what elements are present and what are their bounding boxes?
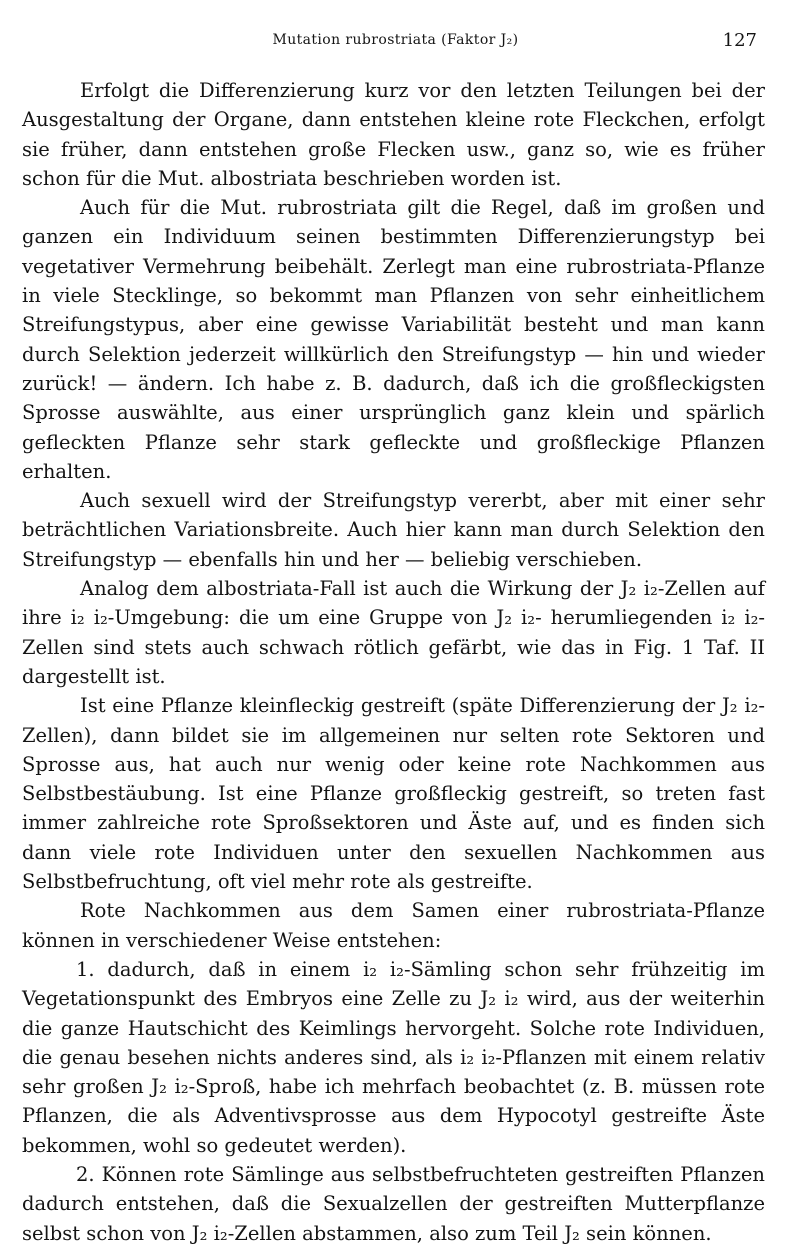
paragraph: Auch für die Mut. rubrostriata gilt die Regel, daß im großen und ganzen ein Individuum seinen bestimmten Differenzierungstyp bei vegetativer Vermehrung beibehält. Zerlegt man eine rubrostriata-Pflanze in viele Stecklinge, so bekommt man Pflanzen von sehr einheitlichem Streifungstypus, aber eine gewisse Variabilität besteht und man kann durch Selektion jederzeit willkürlich den Streifungstyp — hin und wieder zurück! — ändern. Ich habe z. B. dadurch, daß ich die großfleckigsten Sprosse auswählte, aus einer ursprünglich ganz klein und spärlich gefleckten Pflanze sehr stark gefleckte und großfleckige Pflanzen erhalten. [22,196,765,483]
paragraph: Rote Nachkommen aus dem Samen einer rubrostriata-Pflanze können in verschiedener Weise entstehen: [22,899,765,952]
paragraph: Auch sexuell wird der Streifungstyp vererbt, aber mit einer sehr beträchtlichen Variationsbreite. Auch hier kann man durch Selektion den Streifungstyp — ebenfalls hin und her — beliebig verschieben. [22,489,765,571]
running-title: Mutation rubrostriata (Faktor J₂) [272,32,519,48]
paragraph: Ist eine Pflanze kleinfleckig gestreift (späte Differenzierung der J₂ i₂-Zellen), dann bildet sie im allgemeinen nur selten rote Sektoren und Sprosse aus, hat auch nur wenig oder keine rote Nachkommen aus Selbstbestäubung. Ist eine Pflanze großfleckig gestreift, so treten fast immer zahlreiche rote Sproßsektoren und Äste auf, und es finden sich dann viele rote Individuen unter den sexuellen Nachkommen aus Selbstbefruchtung, oft viel mehr rote als gestreifte. [22,694,765,894]
page-number: 127 [722,30,757,51]
enumerated-paragraph: 1. dadurch, daß in einem i₂ i₂-Sämling schon sehr frühzeitig im Vegetationspunkt des Embryos eine Zelle zu J₂ i₂ wird, aus der weiterhin die ganze Hautschicht des Keimlings hervorgeht. Solche rote Individuen, die genau besehen nichts anderes sind, als i₂ i₂-Pflanzen mit einem relativ sehr großen J₂ i₂-Sproß, habe ich mehrfach beobachtet (z. B. müssen rote Pflanzen, die als Adventivsprosse aus dem Hypocotyl gestreifte Äste bekommen, wohl so gedeutet werden). [22,957,765,1157]
running-head [24,32,757,60]
paragraph: Analog dem albostriata-Fall ist auch die Wirkung der J₂ i₂-Zellen auf ihre i₂ i₂-Umgebung: die um eine Gruppe von J₂ i₂- herumliegenden i₂ i₂-Zellen sind stets auch schwach rötlich gefärbt, wie das in Fig. 1 Taf. II dargestellt ist. [22,577,765,688]
paragraph: Erfolgt die Differenzierung kurz vor den letzten Teilungen bei der Ausgestaltung der Organe, dann entstehen kleine rote Fleckchen, erfolgt sie früher, dann entstehen große Flecken usw., ganz so, wie es früher schon für die Mut. albostriata beschrieben worden ist. [22,79,765,190]
body-text [22,76,765,1248]
enumerated-paragraph: 2. Können rote Sämlinge aus selbstbefruchteten gestreiften Pflanzen dadurch entstehen, daß die Sexualzellen der gestreiften Mutterpflanze selbst schon von J₂ i₂-Zellen abstammen, also zum Teil J₂ sein können. [22,1162,765,1245]
